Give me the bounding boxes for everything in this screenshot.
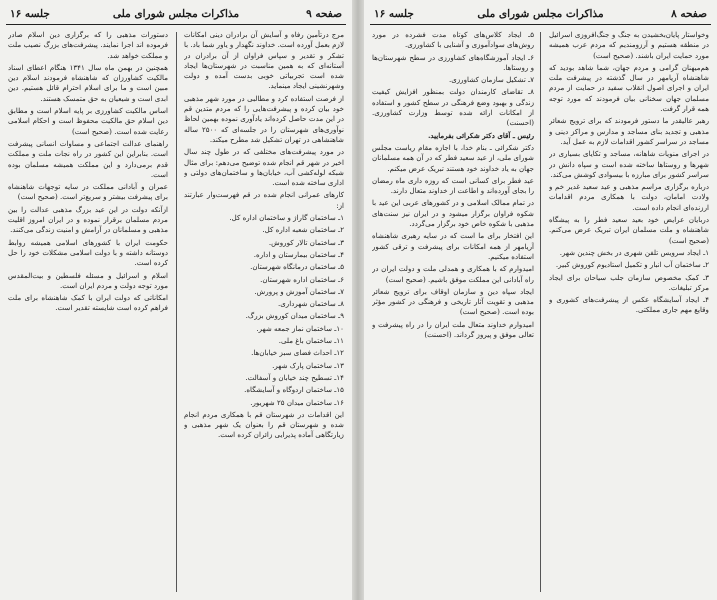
paragraph: همچنین در بهمن ماه سال ۱۳۴۱ هنگام اعطای اسناد مالکیت کشاورزان که شاهنشاه فرمودند اسلام دین مبین است و ما برای اسلام احترام قائل هستیم. دین ابدی است و شیعیان به حق متمسک هستند. bbox=[8, 62, 168, 103]
session-number: جلسه ۱۶ bbox=[374, 8, 414, 20]
left-page bbox=[0, 0, 352, 600]
numbered-item: ۷ـ تشکیل سازمان کشاورزی. bbox=[448, 75, 534, 85]
numbered-item: ۱۵ـ ساختمان اردوگاه و آسایشگاه. bbox=[244, 385, 344, 395]
paragraph: این اقدامات در شهرستان قم با همکاری مردم انجام شده و شهرستان قم را بعنوان یک شهر مذهبی و زیارتگاهی آماده پذیرایی زائران کرده است. bbox=[184, 409, 344, 440]
paragraph: عمران و آبادانی مملکت در سایه توجهات شاهنشاه برای پیشرفت بیشتر و سریع‌تر است. (صحیح است) bbox=[8, 182, 168, 202]
numbered-item: ۳ـ ساختمان تالار کوروش. bbox=[268, 237, 344, 247]
book-gutter bbox=[352, 0, 364, 600]
text-column-left bbox=[8, 30, 168, 596]
page-number: صفحه ۸ bbox=[671, 8, 707, 20]
paragraph: هم‌میهنان گرامی و مردم جهان، شما شاهد بودید که شاهنشاه آریامهر در سال گذشته در پیشرفت ملت ایران و اجرای اصول انقلاب سفید در حمایت از مردم مسلمان جهان سخنانی بیان فرمودند که مورد توجه همه قرار گرفت. bbox=[549, 62, 709, 114]
numbered-item: ۴ـ ساختمان بیمارستان و اداره. bbox=[253, 249, 344, 259]
paragraph: وخواستار پایان‌بخشیدن به جنگ و جنگ‌افروزی اسرائیل در منطقه هستیم و آرزومندیم که مردم عرب همیشه مورد حمایت ایران باشند. (صحیح است) bbox=[549, 30, 709, 60]
text-column-right bbox=[549, 30, 709, 596]
numbered-item: ۲ـ ساختمان شعبه اداره کل. bbox=[262, 225, 344, 235]
paragraph: اسلام و اسرائیل و مسئله فلسطین و بیت‌المقدس مورد توجه دولت و مردم ایران است. bbox=[8, 270, 168, 290]
numbered-item: ۵ـ ایجاد کلاس‌های کوتاه مدت فشرده در مورد روش‌های سوادآموزی و آشنایی با کشاورزی. bbox=[372, 30, 534, 50]
numbered-item: ۱۲ـ احداث فضای سبز خیابان‌ها. bbox=[251, 348, 344, 358]
paragraph: حکومت ایران با کشورهای اسلامی همیشه روابط دوستانه داشته و با دولت اسلامی مشکلات خود را حل کرده است. bbox=[8, 237, 168, 268]
right-page bbox=[364, 0, 717, 600]
numbered-item: ۱ـ ایجاد سرویس تلفن شهری در بخش چندین شهر. bbox=[559, 247, 709, 257]
numbered-item: ۱۱ـ ساختمان باغ ملی. bbox=[278, 336, 344, 346]
session-number: جلسه ۱۶ bbox=[10, 8, 50, 20]
paragraph: راهنمای عدالت اجتماعی و مساوات انسانی پیشرفت است. بنابراین این کشور در راه نجات ملت و مملکت قدم برمی‌دارد و این مملکت همیشه مسلمان بوده است. bbox=[8, 138, 168, 179]
paragraph: عید فطر برای کسانی است که روزه داری ماه رمضان را بجای آورده‌اند و اطاعت از خداوند متعال دارند. bbox=[372, 175, 534, 196]
paragraph: امکاناتی که دولت ایران با کمک شاهنشاه برای ملت فراهم کرده است شایسته تقدیر است. bbox=[8, 293, 168, 313]
text-column-left bbox=[372, 30, 534, 596]
column-divider bbox=[176, 32, 177, 592]
paragraph: مرج درتأمین رفاه و آسایش آن برادران دینی امکانات لازم بعمل آورده است. خداوند نگهدار و یاور شما باد. با تشکر و تقدیر و سپاس فراوان از آن برادران در آستانه‌ای که به همین مناسبت در شهرستان‌ها ایجاد شده است تجربیاتی خوبی بدست آمده و دولت وشهرنشینی ایجاد مینماید. bbox=[184, 30, 344, 91]
numbered-item: ۹ـ ساختمان میدان کوروش بزرگ. bbox=[245, 311, 344, 321]
numbered-item: ۸ـ ساختمان شهرداری. bbox=[278, 299, 344, 309]
paragraph: دربایان عرایض خود بعید سعید فطر را به پیشگاه شاهنشاه و ملت مسلمان ایران تبریک عرض می‌کنم. (صحیح است) bbox=[549, 215, 709, 245]
paragraph: از فرصت استفاده کرد و مطالبی در مورد شهر مذهبی خود بیان کرده و پیشرفت‌هایی را که مردم متدین قم در این مدت حاصل کرده‌اند یادآوری نموده بهمین لحاظ نوآوری‌های شهرستان را در جلسه‌ای که ۲۵۰۰ ساله شاهنشاهی در تهران تشکیل شد مطرح میکند. bbox=[184, 93, 344, 144]
numbered-item: ۳ـ کمک مخصوص سازمان جلب سیاحان برای ایجاد مرکز تبلیغات. bbox=[549, 272, 709, 292]
paragraph: در تمام ممالک اسلامی و در کشورهای عربی این عید با شکوه فراوان برگزار میشود و در ایران نیز سنت‌های مذهبی با شکوه خاص خود برگزار می‌گردد. bbox=[372, 198, 534, 229]
page-number: صفحه ۹ bbox=[306, 8, 342, 20]
paragraph: اساس مالکیت کشاورزی بر پایه اسلام است و مطابق دین اسلام حق مالکیت محفوظ است و احکام اسلامی رعایت شده است. (صحیح است) bbox=[8, 106, 168, 136]
numbered-item: ۶ـ ایجاد آموزشگاه‌های کشاورزی در سطح شهرستان‌ها و روستاها. bbox=[372, 52, 534, 72]
paragraph: رهبر عالیقدر ما دستور فرمودند که برای ترویج شعائر مذهبی و تجدید بنای مساجد و مدارس و مراکز دینی و مساجد در سراسر کشور اقدامات لازم به عمل آید. bbox=[549, 116, 709, 146]
column-divider bbox=[540, 32, 541, 592]
paragraph: امیدوارم خداوند متعال ملت ایران را در راه پیشرفت و تعالی موفق و پیروز گرداند. (احسنت) bbox=[372, 319, 534, 340]
paragraph: کارهای عمرانی انجام شده در قم فهرست‌وار عبارتند از: bbox=[184, 190, 344, 210]
numbered-item: ۶ـ ساختمان اداره شهرستان. bbox=[260, 274, 344, 284]
numbered-item: ۲ـ ساختمان آب انبار و تکمیل استادیوم کوروش کبیر. bbox=[555, 260, 709, 270]
page-header bbox=[370, 6, 711, 25]
paragraph: ایجاد سپاه دین و سازمان اوقاف برای ترویج شعائر مذهبی و تقویت آثار تاریخی و فرهنگی در کشور مؤثر بوده است. (صحیح است) bbox=[372, 286, 534, 317]
paragraph: امیدوارم که با همکاری و همدلی ملت و دولت ایران در راه آبادانی این مملکت موفق باشیم. (صحیح است) bbox=[372, 264, 534, 284]
paragraph: این افتخار برای ما است که در سایه رهبری شاهنشاه آریامهر از همه امکانات برای پیشرفت و ترقی کشور استفاده میکنیم. bbox=[372, 231, 534, 261]
paragraph: در اجرای منویات شاهانه، مساجد و تکایای بسیاری در شهرها و روستاها ساخته شده است و سپاه دانش در سراسر کشور برای مبارزه با بیسوادی کوشش می‌کند. bbox=[549, 149, 709, 179]
text-column-right bbox=[184, 30, 344, 596]
paragraph: در مورد پیشرفت‌های مختلفی که در طول چند سال اخیر در شهر قم انجام شده توضیح می‌دهم: برای مثال شبکه لوله‌کشی آب، خیابان‌ها و ساختمان‌های دولتی و اداری ساخته شده است. bbox=[184, 147, 344, 188]
paragraph: دستورات مذهبی را که برگزاری دین اسلام صادر فرموده اند اجرا نمایند. پیشرفت‌های بزرگ نصیب ملت و مملکت خواهد شد. bbox=[8, 30, 168, 60]
paragraph: ۸ـ تقاضای کارمندان دولت بمنظور افزایش کیفیت زندگی و بهبود وضع فرهنگی در سطح کشور و استفاده از امکانات ارائه شده توسط وزارت کشاورزی. (احسنت) bbox=[372, 87, 534, 128]
header-title: مذاکرات مجلس شورای ملی bbox=[477, 8, 604, 20]
header-title: مذاکرات مجلس شورای ملی bbox=[112, 8, 240, 20]
numbered-item: ۱۴ـ تسطیح چند خیابان و آسفالت. bbox=[245, 372, 344, 382]
numbered-item: ۱ـ ساختمان گاراژ و ساختمان اداره کل. bbox=[229, 213, 344, 223]
numbered-item: ۱۰ـ ساختمان نماز جمعه شهر. bbox=[256, 323, 344, 333]
numbered-item: ۱۶ـ ساختمان میدان ۲۵ شهریور. bbox=[250, 397, 344, 407]
speaker-paragraph: رئیس ـ آقای دکتر شکرائی بفرمایید. bbox=[427, 130, 534, 140]
numbered-item: ۱۳ـ ساختمان پارک شهر. bbox=[272, 360, 344, 370]
numbered-item: ۷ـ ساختمان آموزش و پرورش. bbox=[254, 286, 344, 296]
numbered-item: ۵ـ ساختمان درمانگاه شهرستان. bbox=[250, 262, 344, 272]
paragraph: درباره برگزاری مراسم مذهبی و عید سعید غدیر خم و ولادت امامان، دولت با همکاری مردم اقدامات ارزنده‌ای انجام داده است. bbox=[549, 182, 709, 212]
paragraph: دکتر شکرائی ـ بنام خدا، با اجازه مقام ریاست مجلس شورای ملی، از عید سعید فطر که در آن همه مسلمانان جهان به یاد خداوند خود هستند تبریک عرض میکنم. bbox=[372, 142, 534, 173]
numbered-item: ۴ـ ایجاد آسایشگاه عکس از پیشرفت‌های کشوری و وقایع مهم جاری مملکتی. bbox=[549, 295, 709, 315]
paragraph: ازآنکه دولت در این عید بزرگ مذهبی عدالت را بین مردم مسلمان برقرار نموده و در ایران امروز اقلیت مذهبی و مسلمانان در آرامش و امنیت زندگی می‌کنند. bbox=[8, 204, 168, 235]
page-header bbox=[6, 6, 346, 25]
